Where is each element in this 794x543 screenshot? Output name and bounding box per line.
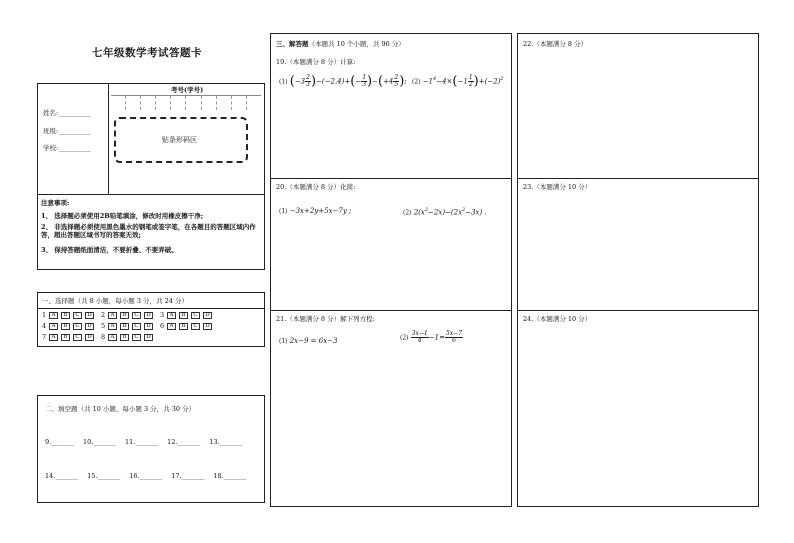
bubble-c[interactable]: C [73,334,82,341]
blank-9[interactable]: 9._______ [45,438,74,446]
blank-11[interactable]: 11._______ [125,438,159,446]
fill-row-1 [45,438,251,446]
notice-heading: 注意事项: [41,199,70,207]
bubble-b[interactable]: B [179,323,188,330]
blank-16[interactable]: 16._______ [129,472,163,480]
exam-number-grid[interactable] [111,95,261,110]
bubble-a[interactable]: A [167,323,176,330]
bubble-a[interactable]: A [108,323,117,330]
q20-part1: (1) −3x+2y+5x−7y ; [279,207,352,215]
notice-item-2: 2、 非选择题必须使用黑色墨水的钢笔或签字笔，在各题目的答题区域内作答，超出答题区域书写的答案无效; [41,223,256,240]
fill-section [37,395,265,503]
choice-row-3 [42,333,160,341]
bubble-b[interactable]: B [61,323,70,330]
choice-q2: 2 A B C D [101,311,156,319]
choice-row-2 [42,322,219,330]
choice-q1: 1 A B C D [42,311,97,319]
q21-part2: (2) $\frac{3x-1}{4}$ −1= $\frac{5x-7}{6}$ [400,330,463,344]
blank-10[interactable]: 10._______ [82,438,117,446]
student-info-box [37,83,265,195]
bubble-b[interactable]: B [61,334,70,341]
q21-head: 21.（本题满分 8 分）解下列方程: [276,315,375,323]
bubble-b[interactable]: B [120,312,129,319]
fill-row-2 [45,472,255,480]
bubble-d[interactable]: D [144,334,153,341]
q20-part2: (2) $2(x^2-2x)-(2x^2-3x)$ . [403,207,487,217]
barcode-area[interactable] [114,117,248,163]
bubble-c[interactable]: C [132,312,141,319]
bubble-d[interactable]: D [85,312,94,319]
bubble-d[interactable]: D [85,323,94,330]
choice-heading: 一、选择题（共 8 小题，每小题 3 分，共 24 分） [42,297,188,305]
choice-q7: 7 A B C D [42,333,97,341]
q21-part1: (1) 2x−9 = 6x−3 [279,337,338,345]
q19-part2: $(2) -1^4-4\times(-1$ $\frac{1}{2}$ )$+(-2)^2$ [412,74,504,89]
bubble-b[interactable]: B [120,334,129,341]
q22-head: 22.（本题满分 8 分） [523,40,588,48]
name-label: 姓名:__________ [43,109,91,117]
solve-heading: 三、解答题（本题共 10 个小题，共 96 分） [276,40,405,48]
choice-q6: 6 A B C D [160,322,215,330]
q23-head: 23.（本题满分 10 分） [523,183,592,191]
bubble-a[interactable]: A [108,334,117,341]
notice-item-1: 1、 选择题必须使用2B铅笔填涂，修改时用橡皮擦干净; [41,212,204,220]
exam-number-label: 考号(学号) [171,86,204,94]
bubble-c[interactable]: C [191,323,200,330]
blank-14[interactable]: 14._______ [45,472,79,480]
choice-q3: 3 A B C D [160,311,215,319]
barcode-label: 贴条形码区 [162,136,197,144]
notice-item-3: 3、 保持答题纸面清洁，不要折叠、不要弄破。 [41,246,178,254]
bubble-d[interactable]: D [203,323,212,330]
bubble-a[interactable]: A [49,312,58,319]
blank-12[interactable]: 12._______ [167,438,201,446]
bubble-c[interactable]: C [132,323,141,330]
bubble-d[interactable]: D [85,334,94,341]
q24-head: 24.（本题满分 10 分） [523,315,592,323]
fill-heading: 二、填空题（共 10 小题，每小题 3 分，共 30 分） [45,405,196,413]
bubble-b[interactable]: B [61,312,70,319]
choice-q4: 4 A B C D [42,322,97,330]
bubble-d[interactable]: D [144,312,153,319]
bubble-d[interactable]: D [203,312,212,319]
choice-q8: 8 A B C D [101,333,156,341]
bubble-a[interactable]: A [108,312,117,319]
class-label: 班级:__________ [43,127,91,135]
blank-13[interactable]: 13._______ [209,438,243,446]
blank-17[interactable]: 17._______ [171,472,205,480]
school-label: 学校:__________ [43,144,91,152]
bubble-a[interactable]: A [49,323,58,330]
right-column [517,33,759,507]
notice-box [37,194,265,270]
q20-head: 20.（本题满分 8 分）化简: [276,183,356,191]
bubble-b[interactable]: B [179,312,188,319]
bubble-a[interactable]: A [167,312,176,319]
bubble-c[interactable]: C [132,334,141,341]
choice-row-1 [42,311,219,319]
bubble-a[interactable]: A [49,334,58,341]
bubble-c[interactable]: C [191,312,200,319]
bubble-b[interactable]: B [120,323,129,330]
card-title: 七年级数学考试答题卡 [92,47,202,59]
q19-head: 19.（本题满分 8 分）计算: [276,58,356,66]
bubble-c[interactable]: C [73,312,82,319]
blank-18[interactable]: 18._______ [213,472,247,480]
choice-q5: 5 A B C D [101,322,156,330]
blank-15[interactable]: 15._______ [87,472,121,480]
solve-column [270,33,512,507]
choice-section [37,292,265,347]
bubble-d[interactable]: D [144,323,153,330]
bubble-c[interactable]: C [73,323,82,330]
q19-part1: (1) (−3 $\frac{2}{3}$ )−(−2.4)+(− $\frac{1}{3}$ )−(+4 $\frac{2}{5}$ ); [279,74,407,89]
